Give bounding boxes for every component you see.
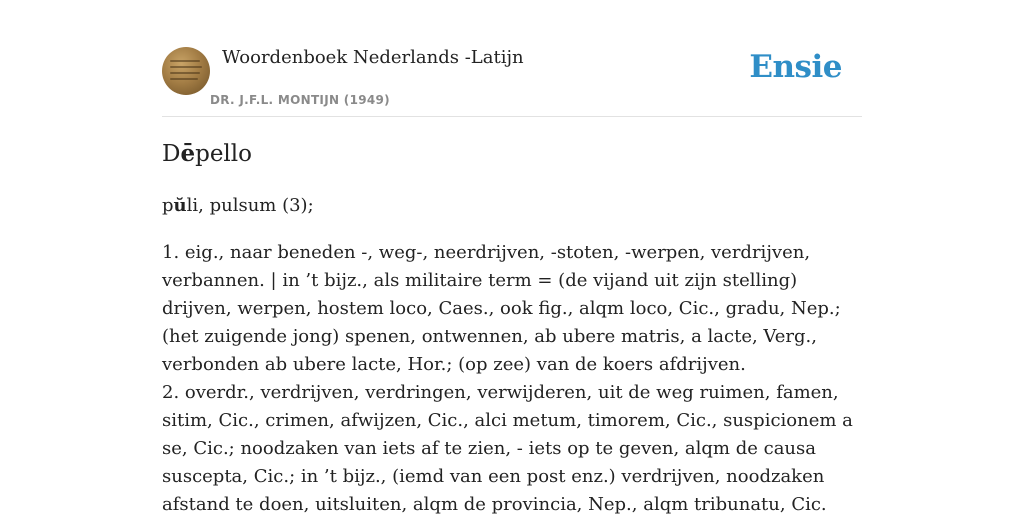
principal-parts	[162, 192, 867, 220]
sense-2: 2. overdr., verdrijven, verdringen, verwijderen, uit de weg ruimen, famen, sitim, Cic., crimen, afwijzen, Cic., alci metum, timorem, Cic., suspicionem a se, Cic.; noodzaken van iets af te zien, - iets op te geven, alqm de causa suscepta, Cic.; in ’t bijz., (iemd van een post enz.) verdrijven, noodzaken afstand te doen, uitsluiten, alqm de provincia, Nep., alqm tribunatu, Cic.	[162, 382, 853, 515]
dictionary-author: DR. J.F.L. MONTIJN (1949)	[210, 93, 390, 107]
headword-part: D	[162, 141, 181, 167]
entry-definition	[162, 192, 867, 519]
sense-1: 1. eig., naar beneden -, weg-, neerdrijven, -stoten, -werpen, verdrijven, verbannen. | in ’t bijz., als militaire term = (de vijand uit zijn stelling) drijven, werpen, hostem loco, Caes., ook fig., alqm loco, Cic., gradu, Nep.; (het zuigende jong) spenen, ontwennen, ab ubere matris, a lacte, Verg., verbonden ab ubere lacte, Hor.; (op zee) van de koers afdrijven.	[162, 242, 841, 375]
forms-breve-letter: ŭ	[173, 195, 187, 216]
headword-macron-letter: ē	[180, 140, 196, 167]
dictionary-title[interactable]: Woordenboek Nederlands -Latijn	[222, 47, 524, 68]
forms-part: p	[162, 195, 174, 216]
ensie-logo-link[interactable]: Ensie	[749, 49, 842, 85]
entry-headword	[162, 140, 252, 167]
headword-part: pello	[195, 141, 252, 167]
forms-part: li, pulsum (3);	[186, 195, 314, 216]
dictionary-header	[162, 44, 862, 117]
coin-image-icon[interactable]	[162, 47, 210, 95]
